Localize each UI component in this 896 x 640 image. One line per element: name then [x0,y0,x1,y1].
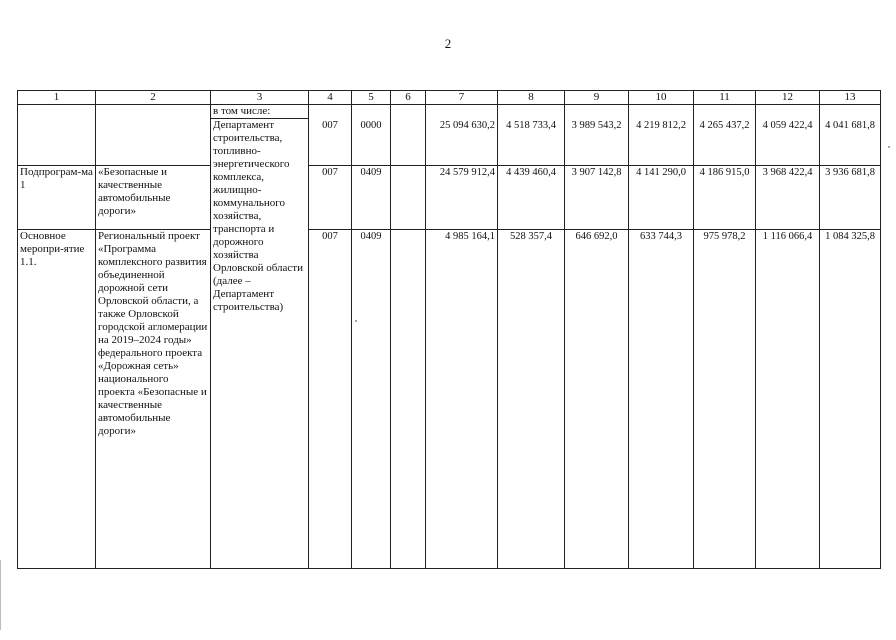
cell-year: 646 692,0 [565,230,629,569]
cell-year: 4 518 733,4 [498,119,565,166]
cell-year: 3 936 681,8 [820,166,881,230]
cell-year: 633 744,3 [629,230,694,569]
header-cell: 1 [18,91,96,105]
cell-year: 4 059 422,4 [756,119,820,166]
header-cell: 11 [694,91,756,105]
scan-speck [355,320,357,322]
cell-csr [391,230,426,569]
row2-col2: Региональный проект «Программа комплексного развития объединенной дорожной сети Орловской области, а также Орловской городской агломерации на 2019–2024 годы» федерального проекта «Дорожная сеть» национального проекта «Безопасные и качественные автомобильные дороги» [96,230,211,569]
row2-col1: Основное меропри-ятие 1.1. [18,230,96,569]
row0-col1 [18,105,96,166]
cell-year: 4 265 437,2 [694,119,756,166]
header-row [18,91,881,105]
cell-csr [391,166,426,230]
col3-intro: в том числе: [211,105,309,119]
cell-grbs: 007 [309,119,352,166]
cell-year: 528 357,4 [498,230,565,569]
header-cell: 3 [211,91,309,105]
page-number: 2 [444,36,452,51]
cell-rzpr: 0409 [352,230,391,569]
cell-year: 3 907 142,8 [565,166,629,230]
cell-rzpr: 0000 [352,119,391,166]
table-row [18,230,881,569]
header-cell: 2 [96,91,211,105]
header-cell: 7 [426,91,498,105]
header-cell: 10 [629,91,694,105]
cell-csr [391,119,426,166]
budget-table [17,90,881,569]
cell-total: 24 579 912,4 [426,166,498,230]
cell-total: 25 094 630,2 [426,119,498,166]
scan-edge-mark [0,560,1,630]
cell-year: 1 116 066,4 [756,230,820,569]
cell-year: 4 219 812,2 [629,119,694,166]
header-cell: 9 [565,91,629,105]
cell-year: 3 989 543,2 [565,119,629,166]
responsible-executor: Департамент строительства, топливно-энергетического комплекса, жилищно-коммунального хозяйства, транспорта и дорожного хозяйства Орловской области (далее – Департамент строительства) [211,119,309,569]
cell-year: 4 141 290,0 [629,166,694,230]
cell-grbs: 007 [309,230,352,569]
cell-year: 4 186 915,0 [694,166,756,230]
header-cell: 4 [309,91,352,105]
row1-col1: Подпрограм-ма 1 [18,166,96,230]
cell-year: 1 084 325,8 [820,230,881,569]
row1-col2: «Безопасные и качественные автомобильные дороги» [96,166,211,230]
header-cell: 8 [498,91,565,105]
scan-speck [888,146,890,148]
cell-year: 4 439 460,4 [498,166,565,230]
cell-grbs: 007 [309,166,352,230]
cell-year: 4 041 681,8 [820,119,881,166]
table-row [18,166,881,230]
header-cell: 6 [391,91,426,105]
cell-total: 4 985 164,1 [426,230,498,569]
table-row [18,105,881,119]
cell-year: 975 978,2 [694,230,756,569]
cell-rzpr: 0409 [352,166,391,230]
row0-col2 [96,105,211,166]
header-cell: 12 [756,91,820,105]
header-cell: 13 [820,91,881,105]
header-cell: 5 [352,91,391,105]
cell-year: 3 968 422,4 [756,166,820,230]
